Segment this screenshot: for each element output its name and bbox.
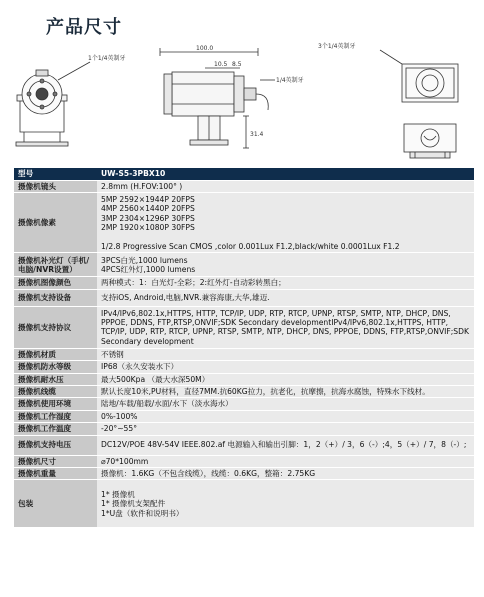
spec-key: 摄像机材质 — [14, 348, 97, 360]
top-view — [380, 50, 458, 102]
spec-row — [14, 361, 474, 373]
spec-value-line: 摄像机：1.6KG（不包含线缆），线缆：0.6KG，整箱：2.75KG — [101, 469, 316, 479]
spec-value — [97, 480, 474, 528]
spec-value-line: 2.8mm (H.FOV:100° ) — [101, 182, 183, 191]
spec-row — [14, 277, 474, 289]
spec-row — [14, 181, 474, 193]
spec-value — [97, 435, 474, 455]
spec-key: 摄像机工作湿度 — [14, 410, 97, 422]
spec-key: 摄像机使用环境 — [14, 398, 97, 410]
spec-value-line: 不锈钢 — [101, 349, 124, 359]
dimension-drawing — [0, 40, 484, 168]
spec-value-line: 1/2.8 Progressive Scan CMOS ,color 0.001Lux F1.2,black/white 0.0001Lux F1.2 — [101, 241, 400, 251]
spec-row — [14, 306, 474, 348]
spec-value — [97, 468, 474, 480]
dim-note: 1/4英制牙 — [276, 77, 304, 84]
spec-row — [14, 373, 474, 385]
dim-side: 31.4 — [250, 131, 264, 138]
spec-key: 摄像机线缆 — [14, 386, 97, 398]
bottom-view — [404, 124, 456, 158]
spec-value-line: ⌀70*100mm — [101, 456, 149, 466]
dim-small: 8.5 — [232, 61, 242, 68]
spec-header-value: UW-S5-3PBX10 — [97, 168, 474, 181]
spec-value-line: 1* 摄像机支架配件 — [101, 499, 166, 509]
spec-value — [97, 373, 474, 385]
spec-row — [14, 480, 474, 528]
spec-value-line: IPv4/IPv6,802.1x,HTTPS, HTTP, TCP/IP, UDP, RTP, RTCP, UPNP, RTSP, SMTP, NTP, DHCP, DNS, PPPOE, DDNS, FTP,RTSP,ONVIF;SDK Secondary developmentIPv4/IPv6,802.1x,HTTPS, HTTP, TCP/IP, UDP, RTP, RTCP, UPNP, RTSP, SMTP, NTP, DHCP, DNS, PPPOE, DDNS, FTP,RTSP,ONVIF;SDK Secondary development — [101, 308, 469, 346]
label-left: 1个1/4英制牙 — [88, 55, 126, 62]
spec-value — [97, 410, 474, 422]
spec-row — [14, 410, 474, 422]
spec-table — [14, 168, 474, 528]
spec-value — [97, 289, 474, 306]
spec-row — [14, 468, 474, 480]
spec-value-line: 4PCS红外灯,1000 lumens — [101, 264, 196, 274]
spec-key: 摄像机镜头 — [14, 181, 97, 193]
spec-key: 摄像机支持电压 — [14, 435, 97, 455]
spec-header-row — [14, 168, 474, 181]
spec-row — [14, 253, 474, 277]
spec-value — [97, 423, 474, 435]
spec-row — [14, 455, 474, 467]
spec-value — [97, 348, 474, 360]
spec-value-line: 3MP 2304×1296P 30FPS — [101, 213, 195, 223]
spec-value — [97, 386, 474, 398]
spec-key: 摄像机支持设备 — [14, 289, 97, 306]
dim-inner: 10.5 — [214, 61, 228, 68]
spec-key: 摄像机重量 — [14, 468, 97, 480]
spec-value-line: 4MP 2560×1440P 20FPS — [101, 204, 195, 214]
spec-key: 摄像机工作温度 — [14, 423, 97, 435]
spec-value-line: 3PCS白光,1000 lumens — [101, 255, 188, 265]
spec-value — [97, 181, 474, 193]
spec-value — [97, 277, 474, 289]
spec-row — [14, 348, 474, 360]
spec-row — [14, 423, 474, 435]
spec-value-line: 陆地/车载/船载/水面/水下（淡水海水） — [101, 399, 233, 409]
spec-row — [14, 398, 474, 410]
spec-header-key: 型号 — [14, 168, 97, 181]
spec-key: 摄像机防水等级 — [14, 361, 97, 373]
spec-key: 摄像机支持协议 — [14, 306, 97, 348]
spec-value-line: 两种模式：1：白光灯-全彩；2:红外灯-自动彩转黑白； — [101, 278, 286, 288]
front-view — [16, 62, 90, 146]
spec-row — [14, 386, 474, 398]
spec-value-line: 最大500Kpa （最大水深50M） — [101, 374, 210, 384]
spec-value-line: -20°~55° — [101, 424, 138, 434]
spec-value-line: DC12V/POE 48V-54V IEEE.802.af 电源输入和输出引脚：1，2（+）/ 3，6（-）;4，5（+）/ 7，8（-）; — [101, 440, 467, 450]
spec-value-line: 支持iOS, Android,电脑,NVR.兼容海康,大华,雄迈. — [101, 293, 270, 303]
spec-value — [97, 455, 474, 467]
spec-row — [14, 193, 474, 253]
spec-value — [97, 398, 474, 410]
spec-key: 摄像机像素 — [14, 193, 97, 253]
spec-row — [14, 435, 474, 455]
spec-value-line: 2MP 1920×1080P 30FPS — [101, 223, 195, 233]
spec-value — [97, 361, 474, 373]
label-right: 3个1/4英制牙 — [318, 43, 356, 50]
spec-value — [97, 193, 474, 253]
spec-key: 摄像机补光灯（手机/电脑/NVR设置） — [14, 253, 97, 277]
spec-value-line: 1*U盘（软件和说明书） — [101, 508, 184, 518]
spec-key: 摄像机尺寸 — [14, 455, 97, 467]
spec-value-line: 0%-100% — [101, 411, 138, 421]
dim-width: 100.0 — [196, 45, 214, 52]
spec-key: 摄像机图像颜色 — [14, 277, 97, 289]
spec-value — [97, 253, 474, 277]
spec-key: 摄像机耐水压 — [14, 373, 97, 385]
spec-key: 包装 — [14, 480, 97, 528]
spec-value — [97, 306, 474, 348]
spec-spacer — [101, 233, 470, 242]
page-title: 产品尺寸 — [46, 17, 122, 38]
spec-row — [14, 289, 474, 306]
spec-value-line: 默认长度10米,PU材料，直径7MM.抗60KG拉力，抗老化，抗摩擦，抗海水腐蚀，特殊水下线材。 — [101, 387, 430, 397]
spec-value-line: 1* 摄像机 — [101, 489, 135, 499]
spec-value-line: IP68（永久安装水下） — [101, 362, 179, 372]
spec-value-line: 5MP 2592×1944P 20FPS — [101, 194, 195, 204]
